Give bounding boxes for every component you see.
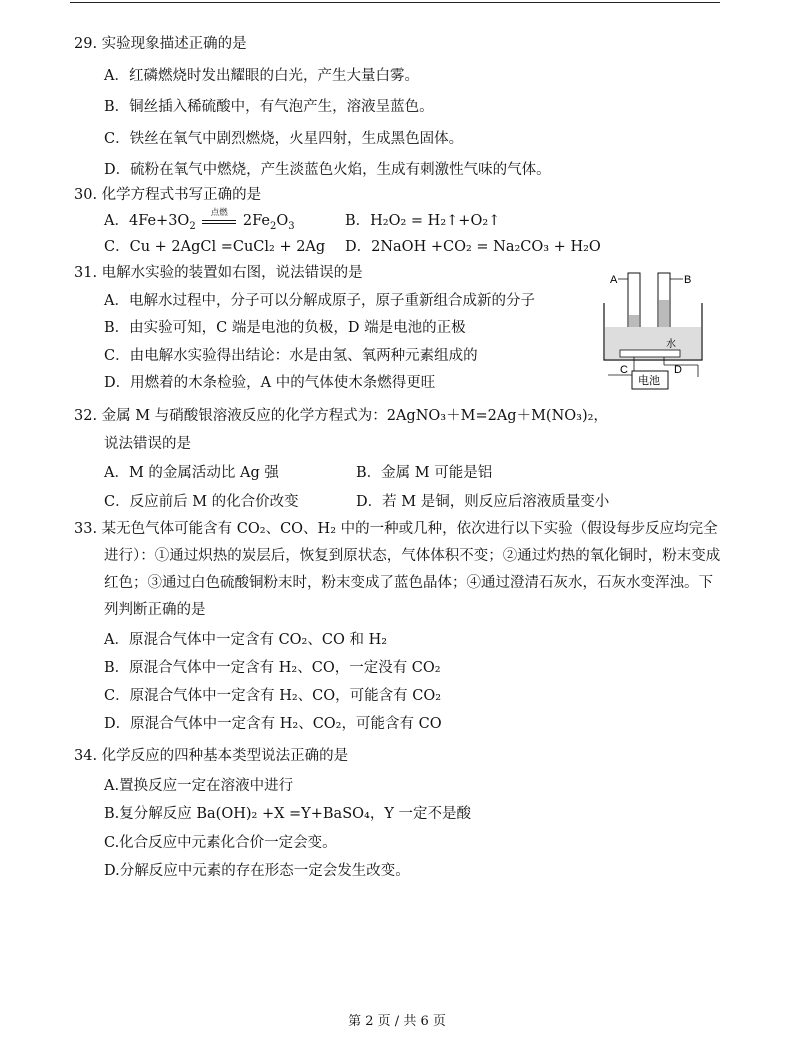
q34-stem: 34. 化学反应的四种基本类型说法正确的是 <box>74 748 349 764</box>
q33-option-b: B．原混合气体中一定含有 H₂、CO，一定没有 CO₂ <box>104 660 441 676</box>
q31-option-b: B．由实验可知，C 端是电池的负极，D 端是电池的正极 <box>104 320 466 336</box>
q33-option-c: C．原混合气体中一定含有 H₂、CO，可能含有 CO₂ <box>104 688 442 704</box>
diagram-water-label: 水 <box>666 339 676 350</box>
diagram-label-b: B <box>684 274 692 286</box>
q30-a-sub2: 2 <box>269 220 277 232</box>
diagram-label-d: D <box>674 364 682 376</box>
q32-option-a: A．M 的金属活动比 Ag 强 <box>104 465 279 481</box>
diagram-battery-label: 电池 <box>638 375 660 387</box>
q31-option-c: C．由电解水实验得出结论：水是由氢、氧两种元素组成的 <box>104 348 478 364</box>
q29-option-c: C．铁丝在氧气中剧烈燃烧，火星四射，生成黑色固体。 <box>104 131 464 147</box>
q30-a-condition-arrow <box>202 208 236 224</box>
q30-stem: 30. 化学方程式书写正确的是 <box>74 187 262 203</box>
q30-option-b: B．H₂O₂ = H₂↑+O₂↑ <box>345 213 501 229</box>
q30-a-sub3: 3 <box>288 220 295 232</box>
q30-a-condition: 点燃 <box>210 208 228 218</box>
q29-option-d: D．硫粉在氧气中燃烧，产生淡蓝色火焰，生成有刺激性气味的气体。 <box>104 162 551 178</box>
q30-option-d: D．2NaOH +CO₂ = Na₂CO₃ + H₂O <box>345 239 601 255</box>
q32-stem-continued: 说法错误的是 <box>104 436 191 452</box>
q32-option-b: B．金属 M 可能是铝 <box>356 465 493 481</box>
q34-option-a: A.置换反应一定在溶液中进行 <box>104 778 294 794</box>
q29-stem: 29. 实验现象描述正确的是 <box>74 36 247 52</box>
q31-option-a: A．电解水过程中，分子可以分解成原子，原子重新组合成新的分子 <box>104 293 535 309</box>
top-rule <box>70 2 720 3</box>
q30-option-a <box>104 208 295 236</box>
q32-option-c: C．反应前后 M 的化合价改变 <box>104 494 299 510</box>
diagram-label-a: A <box>610 274 618 286</box>
q34-option-c: C.化合反应中元素化合价一定会变。 <box>104 835 337 851</box>
q30-a-o: O <box>276 213 289 229</box>
q30-a-sub: 2 <box>189 220 196 232</box>
q34-option-d: D.分解反应中元素的存在形态一定会发生改变。 <box>104 863 410 879</box>
q30-option-c: C．Cu + 2AgCl =CuCl₂ + 2Ag <box>104 239 326 255</box>
electrolysis-apparatus-diagram <box>598 265 708 393</box>
q29-option-a: A．红磷燃烧时发出耀眼的白光，产生大量白雾。 <box>104 68 419 84</box>
q31-option-d: D．用燃着的木条检验，A 中的气体使木条燃得更旺 <box>104 375 436 391</box>
q29-option-b: B．铜丝插入稀硫酸中，有气泡产生，溶液呈蓝色。 <box>104 99 434 115</box>
q32-stem: 32. 金属 M 与硝酸银溶液反应的化学方程式为：2AgNO₃＋M=2Ag＋M(NO₃)₂， <box>74 408 608 424</box>
q32-option-d: D．若 M 是铜，则反应后溶液质量变小 <box>356 494 610 510</box>
q30-a-left: A．4Fe+3O <box>104 213 190 229</box>
q30-a-right: 2Fe <box>242 213 270 229</box>
q33-option-a: A．原混合气体中一定含有 CO₂、CO 和 H₂ <box>104 632 388 648</box>
q33-option-d: D．原混合气体中一定含有 H₂、CO₂，可能含有 CO <box>104 716 442 732</box>
diagram-label-c: C <box>620 364 628 376</box>
page-footer: 第 2 页 / 共 6 页 <box>348 1014 446 1029</box>
q33-stem <box>74 516 724 624</box>
q31-stem: 31. 电解水实验的装置如右图，说法错误的是 <box>74 265 363 281</box>
q33-stem-text: 33. 某无色气体可能含有 CO₂、CO、H₂ 中的一种或几种，依次进行以下实验（假设每步反应均完全进行）：①通过炽热的炭层后，恢复到原状态，气体体积不变；②通过灼热的氧化铜时，粉末变成红色；③通过白色硫酸铜粉末时，粉末变成了蓝色晶体；④通过澄清石灰水，石灰水变浑浊。下列判断正确的是 <box>74 521 721 618</box>
q34-option-b: B.复分解反应 Ba(OH)₂ +X =Y+BaSO₄，Y 一定不是酸 <box>104 806 472 822</box>
